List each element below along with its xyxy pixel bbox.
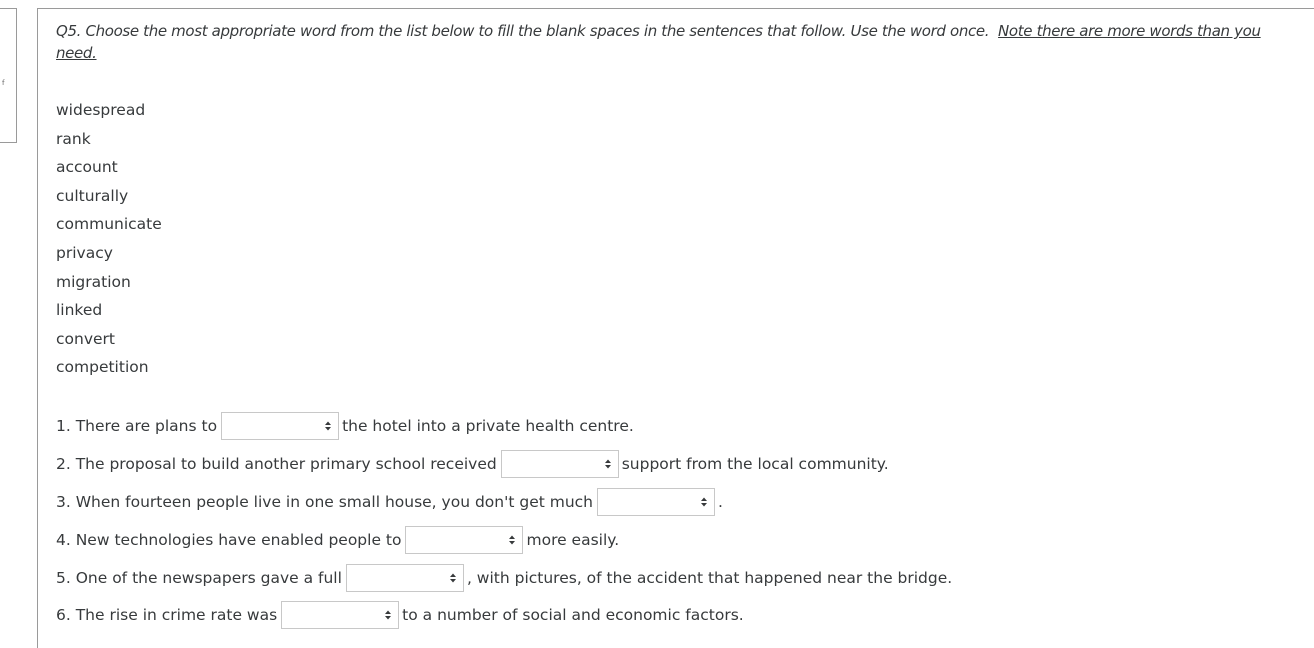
prompt-text: Q5. Choose the most appropriate word from the list below to fill the blank spaces in the sentences that follow. Use the word once.: [56, 22, 990, 40]
question-container: [37, 8, 1314, 648]
updown-arrows-icon: [509, 534, 515, 546]
updown-arrows-icon: [325, 420, 331, 432]
word-list-item: privacy: [56, 243, 113, 262]
updown-arrows-icon: [605, 458, 611, 470]
word-list-item: widespread: [56, 101, 146, 119]
sentence-2-before: 2. The proposal to build another primary school received: [56, 455, 497, 473]
sentence-6: [56, 600, 744, 630]
blank-1-dropdown[interactable]: [221, 412, 339, 440]
word-list-item: account: [56, 158, 118, 177]
sentence-4: [56, 525, 619, 555]
updown-arrows-icon: [701, 496, 707, 508]
blank-5-dropdown[interactable]: [346, 564, 464, 592]
sentence-4-before: 4. New technologies have enabled people to: [56, 531, 402, 549]
blank-3-dropdown[interactable]: [597, 488, 715, 516]
word-list-item: migration: [56, 272, 131, 291]
sentence-5-before: 5. One of the newspapers gave a full: [56, 569, 342, 587]
word-list-item: rank: [56, 129, 91, 148]
sentence-4-after: more easily.: [526, 531, 620, 549]
blank-4-dropdown[interactable]: [405, 526, 523, 554]
word-list-item: linked: [56, 301, 103, 320]
sentence-3: [56, 487, 723, 517]
sentence-1: [56, 411, 634, 441]
sentence-6-before: 6. The rise in crime rate was: [56, 606, 278, 624]
updown-arrows-icon: [385, 609, 391, 621]
question-prompt: [56, 20, 1266, 64]
note-text: Note there are more words than you need.: [56, 22, 1261, 62]
word-list-item: culturally: [56, 186, 129, 205]
updown-arrows-icon: [450, 572, 456, 584]
word-list-item: competition: [56, 358, 149, 377]
sentence-3-after: .: [718, 493, 723, 511]
blank-2-dropdown[interactable]: [501, 450, 619, 478]
sentence-2-after: support from the local community.: [621, 455, 889, 473]
blank-6-dropdown[interactable]: [281, 601, 399, 629]
sentence-6-after: to a number of social and economic factors.: [402, 606, 744, 624]
sentence-1-before: 1. There are plans to: [56, 417, 218, 435]
sentence-5-after: , with pictures, of the accident that happened near the bridge.: [466, 569, 953, 587]
word-list: [56, 98, 162, 384]
sentence-5: [56, 563, 952, 593]
sentence-1-after: the hotel into a private health centre.: [342, 417, 634, 435]
word-list-item: communicate: [56, 215, 162, 234]
panel-marker: f: [2, 79, 5, 87]
word-list-item: convert: [56, 329, 115, 348]
sentence-2: [56, 449, 889, 479]
sentence-3-before: 3. When fourteen people live in one small house, you don't get much: [56, 493, 594, 511]
question-nav-panel: [0, 8, 17, 143]
